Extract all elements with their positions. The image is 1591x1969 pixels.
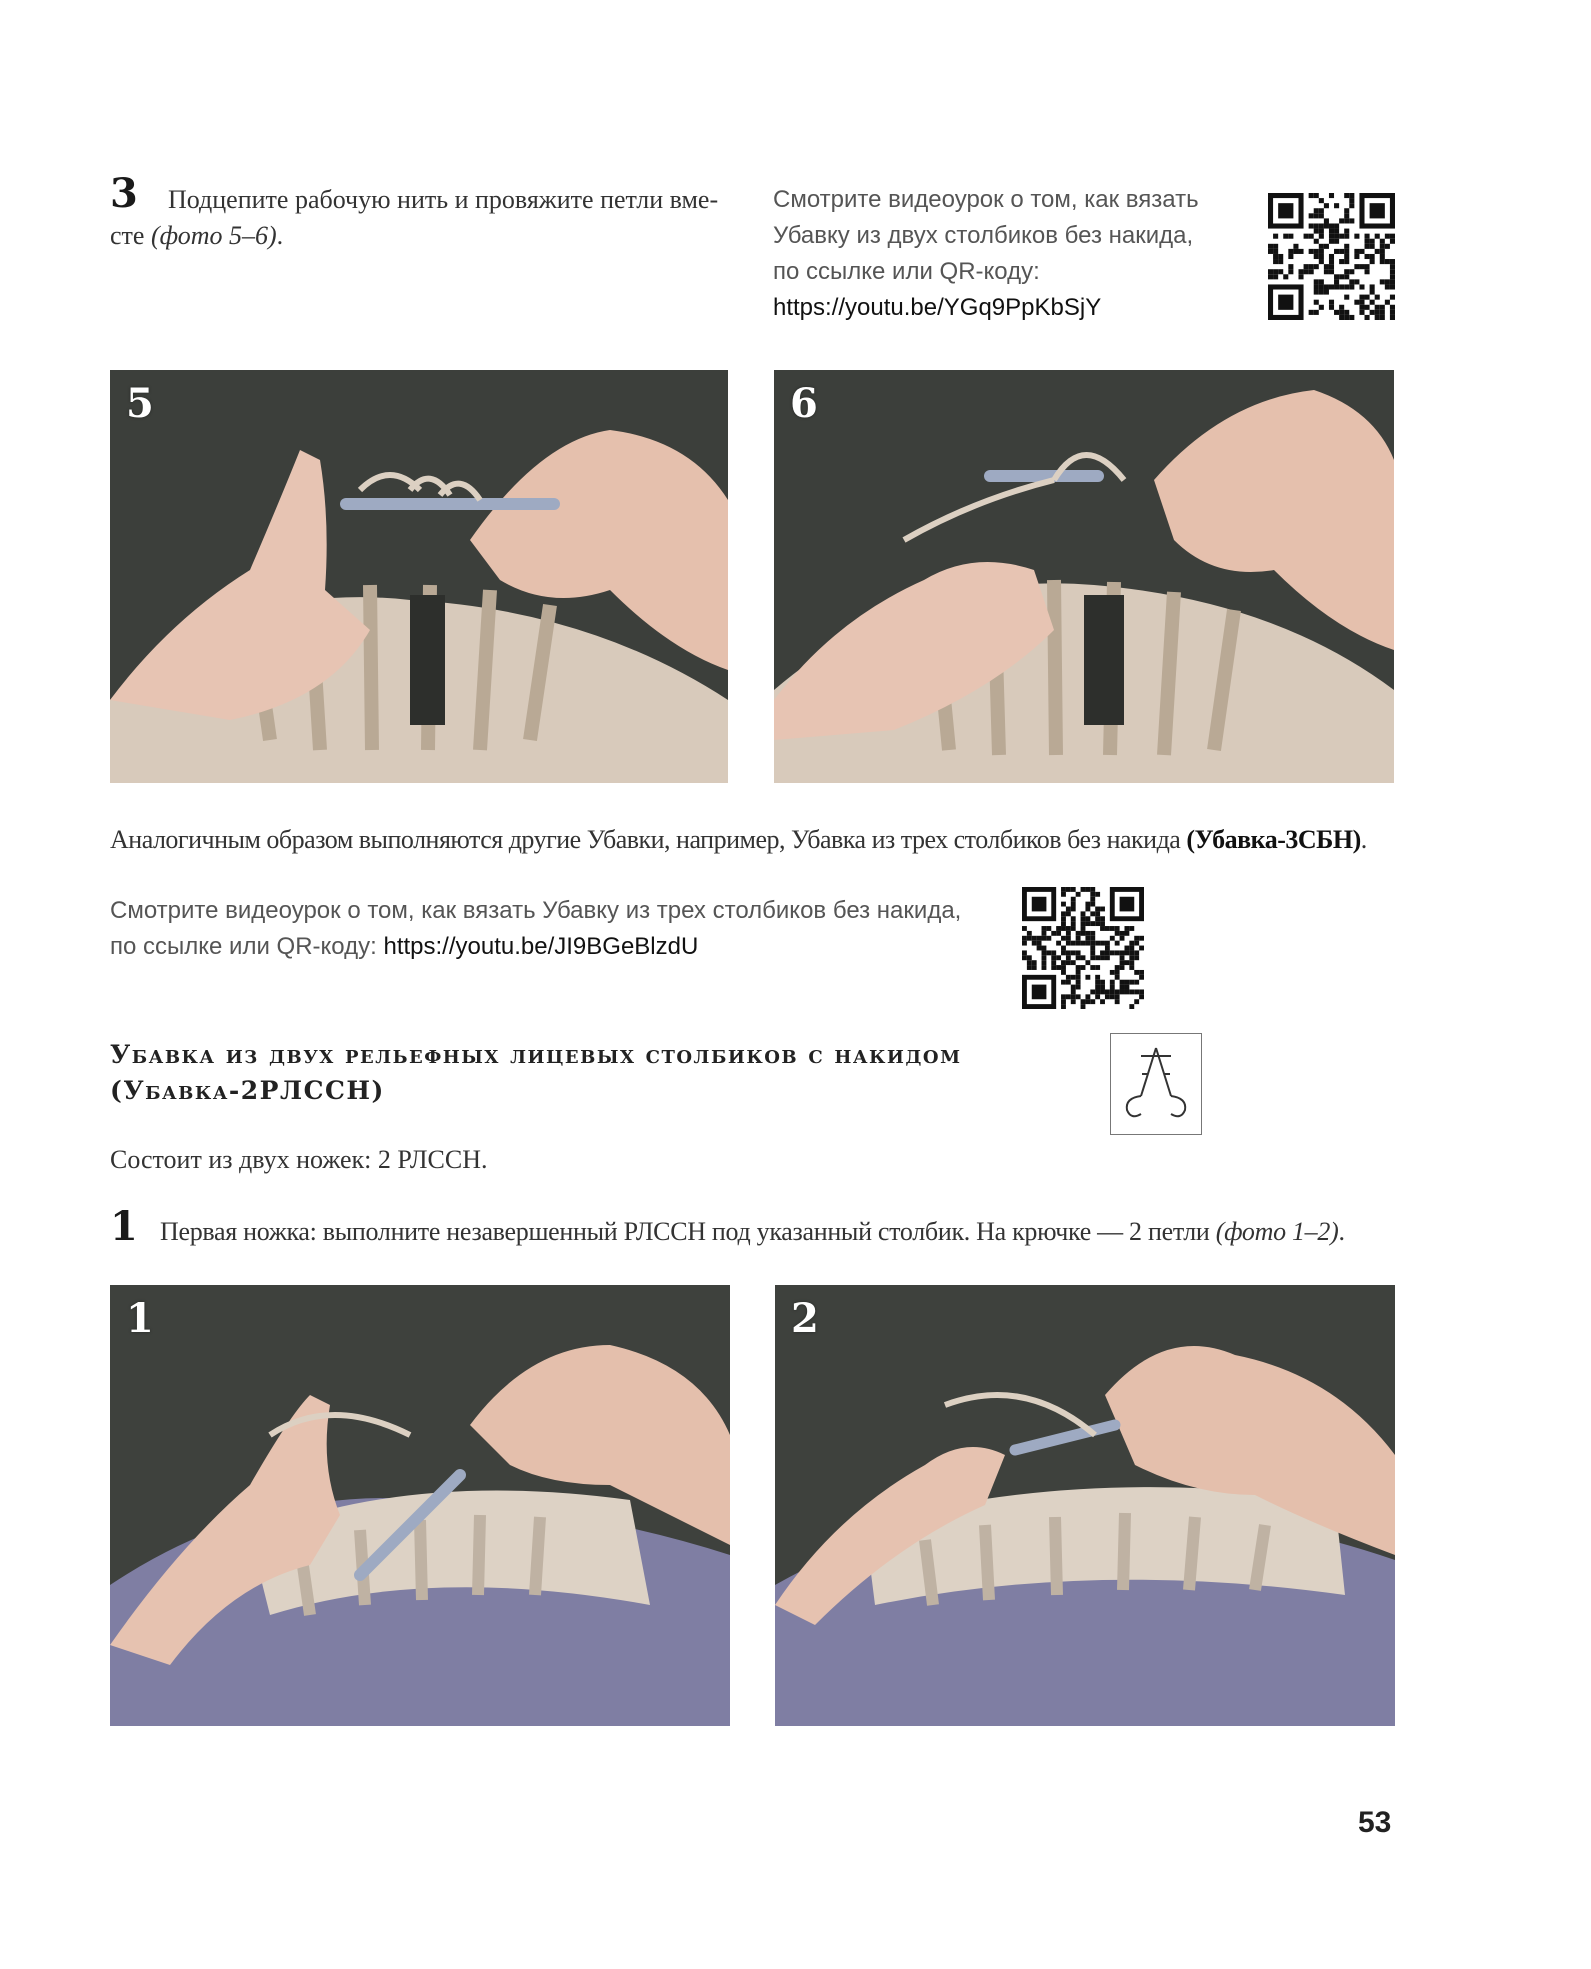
qr-code-icon[interactable] <box>1268 193 1395 320</box>
step-3-photo-ref: (фото 5–6) <box>150 221 277 250</box>
consists-text: Состоит из двух ножек: 2 РЛССН. <box>110 1145 488 1174</box>
video-2-line1: Смотрите видеоурок о том, как вязать Убавку из трех столбиков без накида, <box>110 897 962 924</box>
decrease-symbol-icon <box>1110 1033 1202 1135</box>
section-title <box>110 1037 1090 1109</box>
step-1-photo-ref: (фото 1–2) <box>1215 1217 1339 1246</box>
photo-6-label: 6 <box>790 380 818 427</box>
analog-paragraph <box>110 822 1410 858</box>
video-1-link[interactable]: https://youtu.be/YGq9PpKbSjY <box>773 294 1102 321</box>
step-3-tail: . <box>276 221 284 250</box>
step-1-text <box>160 1214 1410 1250</box>
photo-1-label: 1 <box>126 1295 154 1342</box>
analog-tail: . <box>1360 825 1367 854</box>
analog-bold: (Убавка-3СБН) <box>1186 825 1361 854</box>
video-2-note <box>110 893 1010 965</box>
step-3-text <box>110 182 750 254</box>
photo-6 <box>774 370 1394 783</box>
video-1-note <box>773 182 1243 326</box>
video-2-link[interactable]: https://youtu.be/JI9BGeBlzdU <box>383 933 699 960</box>
step-3-line2: сте <box>110 221 151 250</box>
video-2-line2: по ссылке или QR-коду: <box>110 933 384 960</box>
step-1-tail: . <box>1338 1217 1345 1246</box>
video-1-line1: Смотрите видеоурок о том, как вязать <box>773 186 1199 213</box>
photo-2 <box>775 1285 1395 1726</box>
step-3-number: 3 <box>110 170 138 217</box>
photo-2-label: 2 <box>791 1295 819 1342</box>
page-number: 53 <box>1358 1806 1392 1839</box>
video-1-line2: Убавку из двух столбиков без накида, <box>773 222 1194 249</box>
photo-1 <box>110 1285 730 1726</box>
photo-5-label: 5 <box>126 380 154 427</box>
analog-text: Аналогичным образом выполняются другие Убавки, например, Убавка из трех столбиков без накида <box>110 825 1187 854</box>
step-1-number: 1 <box>110 1203 138 1250</box>
section-title-line2: (Убавка-2РЛССН) <box>110 1076 385 1105</box>
step-1-body: Первая ножка: выполните незавершенный РЛССН под указанный столбик. На крючке — 2 петли <box>160 1217 1216 1246</box>
photo-5 <box>110 370 728 783</box>
qr-code-icon[interactable] <box>1022 887 1144 1009</box>
step-3-line1: Подцепите рабочую нить и провяжите петли вме- <box>168 185 719 214</box>
section-title-line1: Убавка из двух рельефных лицевых столбиков с накидом <box>110 1040 962 1069</box>
video-1-line3: по ссылке или QR-коду: <box>773 258 1040 285</box>
